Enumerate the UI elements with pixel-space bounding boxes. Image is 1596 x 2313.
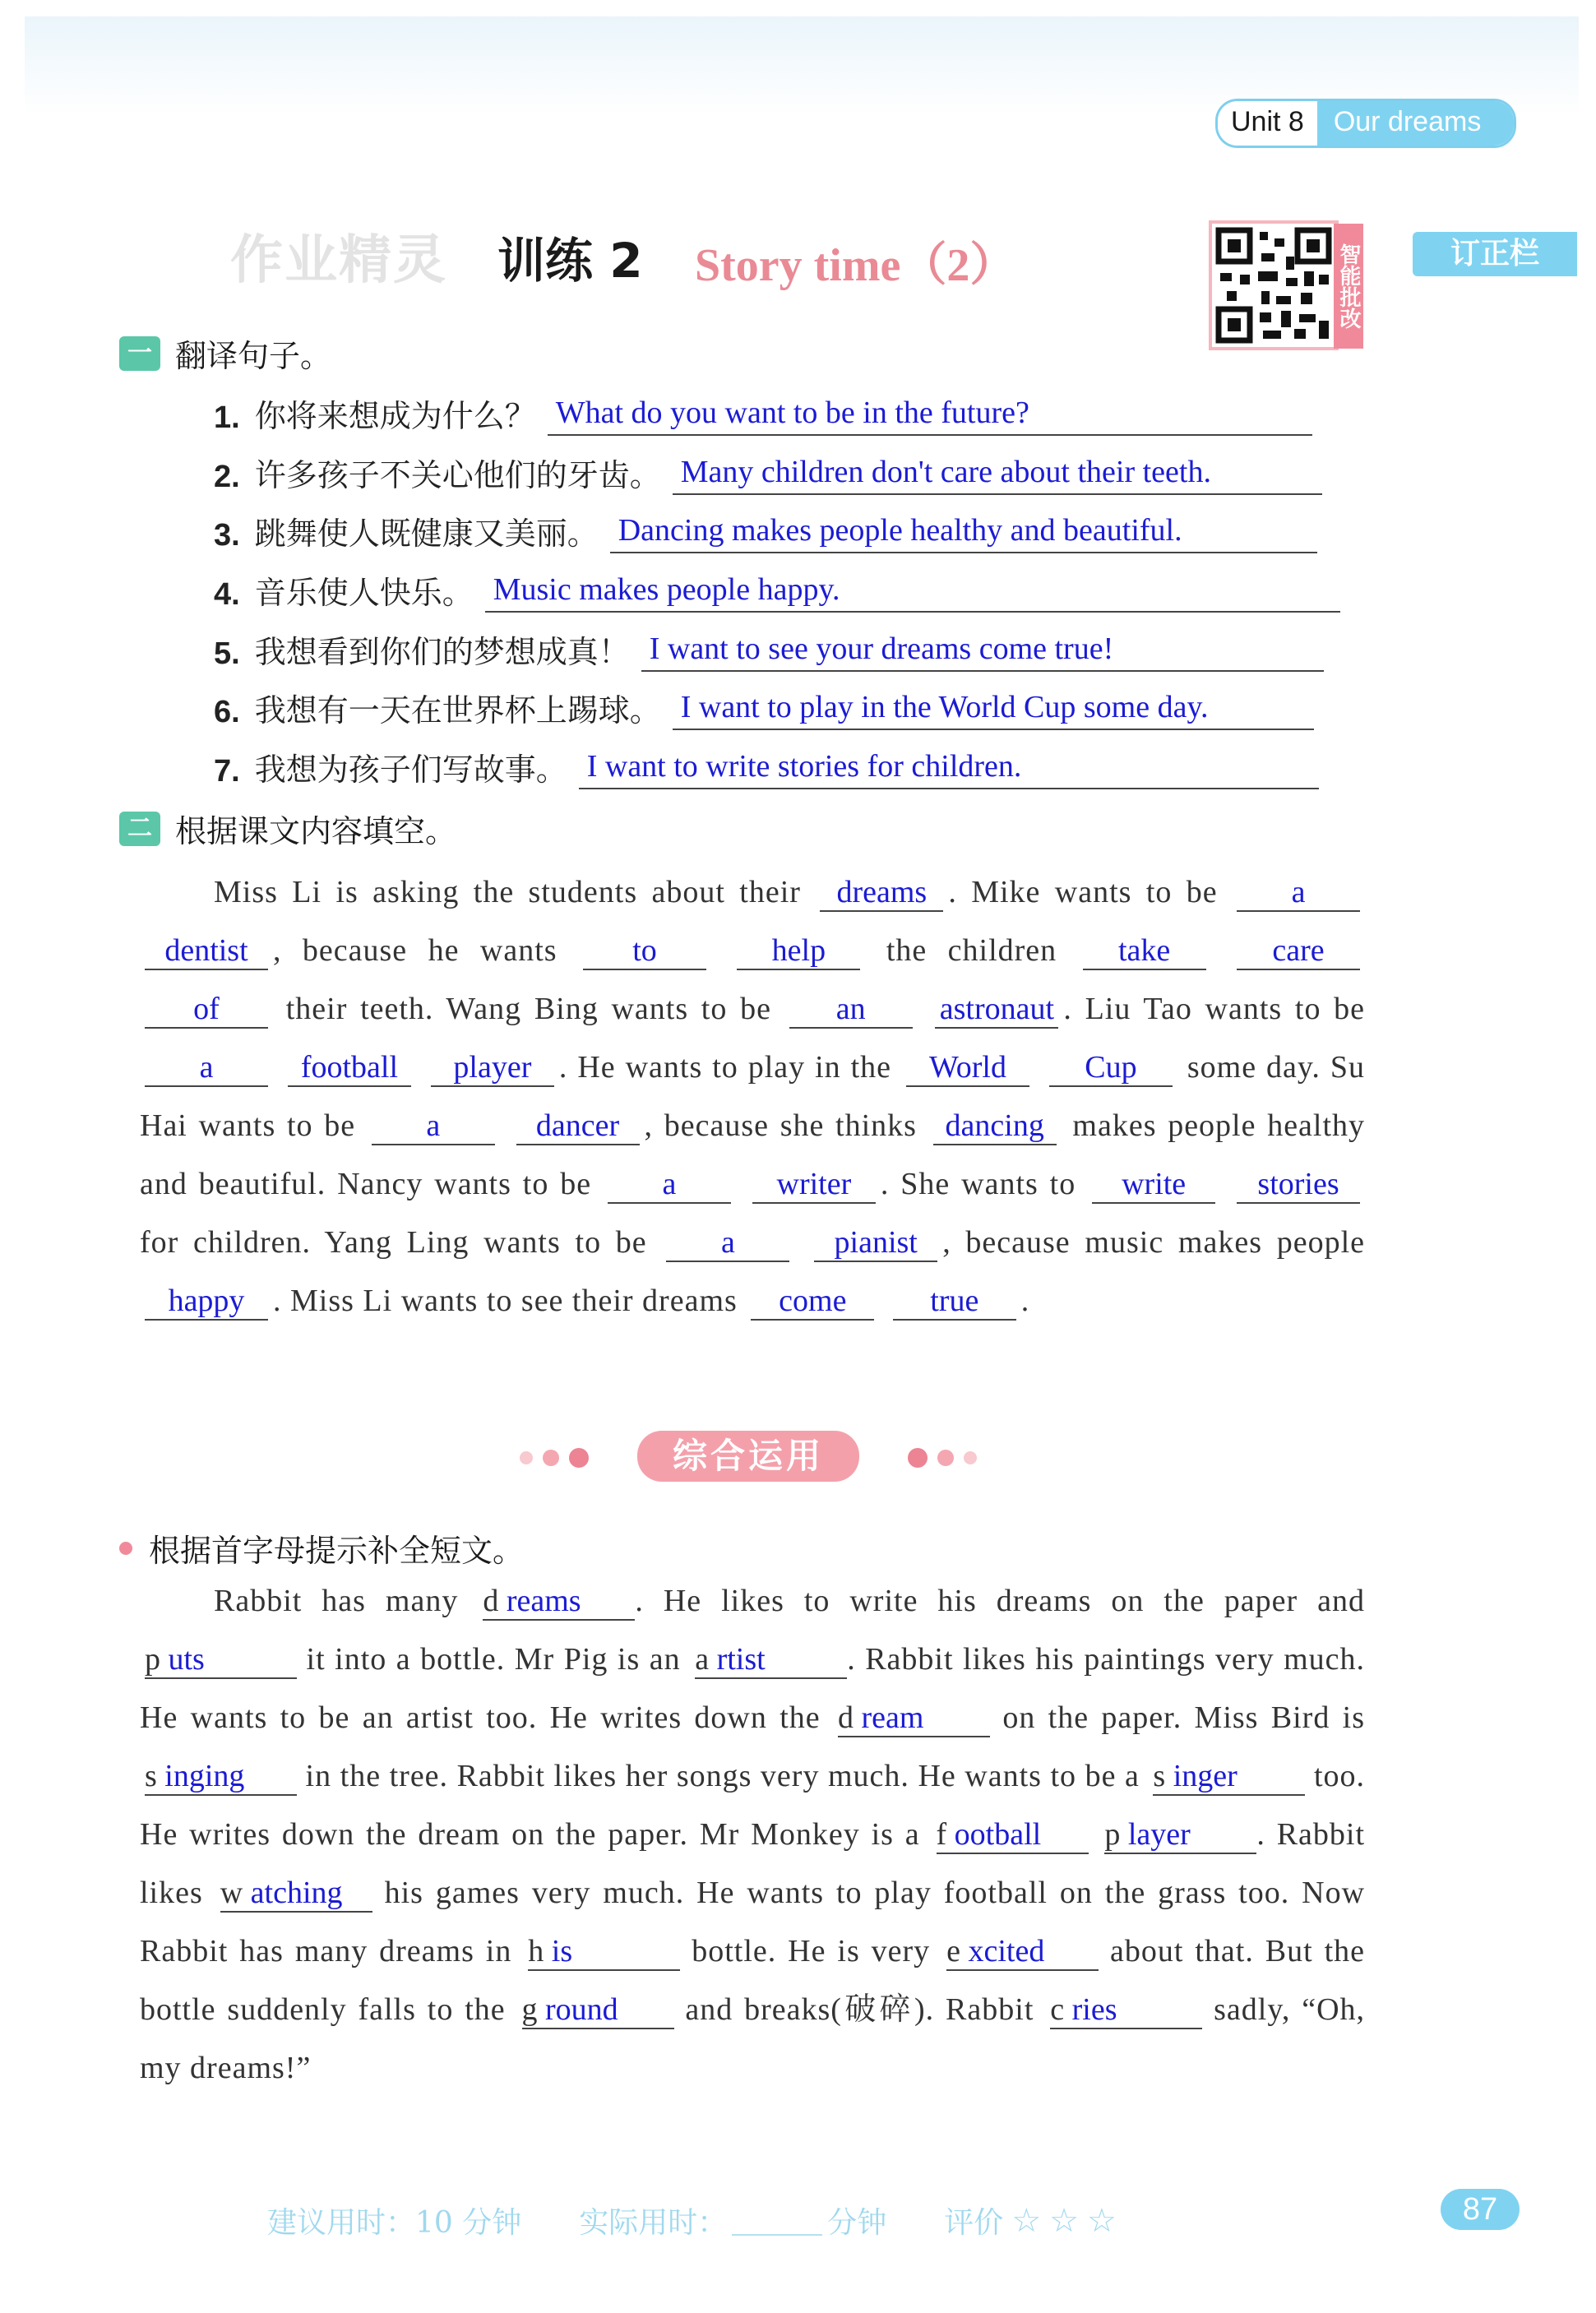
blank-answer[interactable]: to [583,932,706,970]
item-number: 5. [214,636,240,671]
passage-text: Rabbit has many [214,1584,459,1618]
section-1-title: 翻译句子。 [175,338,332,374]
passage-text: some day. Su Hai wants to be [140,1050,1366,1143]
blank-answer[interactable]: pianist [814,1224,937,1262]
star-icon[interactable]: ☆ [1049,2201,1080,2240]
passage-text: in the tree. Rabbit likes her songs very much. He wants to be a [305,1759,1140,1793]
blank-answer[interactable]: a [666,1224,789,1262]
blank-answer[interactable]: dentist [145,932,268,970]
passage-text: , because she thinks [644,1108,917,1143]
suggested-time: 建议用时：10 分钟 [267,2206,522,2240]
passage-text: , because music makes people [942,1225,1366,1260]
blank-answer[interactable]: player [431,1049,554,1087]
first-letter-passage [140,1572,1365,2098]
item-number: 2. [214,460,240,494]
item-number: 7. [214,754,240,789]
letter-blank[interactable]: s inging [145,1758,297,1796]
workbook-page [25,16,1579,2294]
item-chinese: 我想为孩子们写故事。 [254,752,567,788]
blank-answer[interactable]: writer [752,1166,876,1204]
blank-answer[interactable]: help [737,932,860,970]
blank-answer[interactable]: come [751,1283,874,1321]
blank-answer[interactable]: dancer [516,1108,640,1145]
blank-answer[interactable]: a [372,1108,495,1145]
item-answer[interactable]: What do you want to be in the future? [548,395,1312,436]
passage-text: his games very much. He wants to play football on the grass too. Now Rabbit has many dreams in [140,1876,1366,1968]
item-chinese: 音乐使人快乐。 [254,575,474,611]
passage-text: . Rabbit likes [140,1817,1366,1910]
item-answer[interactable]: I want to play in the World Cup some day. [673,689,1314,730]
item-chinese: 跳舞使人既健康又美丽。 [254,516,599,552]
blank-answer[interactable]: an [789,991,913,1029]
item-answer[interactable]: Dancing makes people healthy and beautiful. [610,512,1317,553]
letter-blank[interactable]: h is [528,1933,680,1971]
section-2-badge: 二 [119,812,160,846]
passage-text: too. He writes down the dream on the paper. Mr Monkey is a [140,1759,1366,1852]
item-answer[interactable]: I want to see your dreams come true! [641,631,1324,672]
actual-time-field[interactable] [732,2206,822,2236]
letter-blank[interactable]: f ootball [937,1816,1089,1854]
item-number: 1. [214,400,240,435]
letter-blank[interactable]: c ries [1050,1991,1202,2029]
item-number: 4. [214,577,240,612]
blank-answer[interactable]: write [1092,1166,1215,1204]
blank-answer[interactable]: Cup [1049,1049,1173,1087]
section-2-heading [119,806,456,851]
passage-text: sadly, “Oh, my dreams!” [140,1992,1366,2085]
letter-blank[interactable]: d ream [838,1700,990,1737]
blank-answer[interactable]: true [893,1283,1016,1321]
blank-answer[interactable]: care [1237,932,1360,970]
fill-in-passage [140,863,1365,1330]
correction-column-tag: 订正栏 [1413,232,1577,276]
letter-blank[interactable]: p uts [145,1641,297,1679]
passage-text: for children. Yang Ling wants to be [140,1225,647,1260]
section-1-heading [119,331,331,376]
blank-answer[interactable]: World [906,1049,1029,1087]
passage-text: . Mike wants to be [948,875,1218,909]
passage-text: Miss Li is asking the students about their [214,875,801,909]
passage-text: . Miss Li wants to see their dreams [273,1284,738,1318]
passage-text: and breaks(破碎). Rabbit [685,1992,1034,2027]
translation-item-6 [214,685,1314,730]
blank-answer[interactable]: take [1083,932,1206,970]
lesson-title: 训练 2 [497,233,643,289]
passage-text: . She wants to [880,1167,1076,1201]
passage-text: bottle. He is very [692,1934,931,1968]
star-icon[interactable]: ☆ [1011,2201,1042,2240]
time-footer [267,2200,1117,2241]
item-chinese: 我想有一天在世界杯上踢球。 [254,692,661,729]
item-number: 6. [214,695,240,729]
translation-item-3 [214,508,1317,553]
passage-text: it into a bottle. Mr Pig is an [306,1642,681,1677]
section-1-badge: 一 [119,336,160,371]
translation-item-1 [214,391,1312,436]
passage-text: the children [886,933,1057,968]
item-answer[interactable]: Many children don't care about their teeth. [673,454,1322,495]
actual-time-label: 实际用时： [579,2206,728,2240]
translation-item-4 [214,567,1340,613]
item-answer[interactable]: Music makes people happy. [485,571,1340,613]
item-chinese: 我想看到你们的梦想成真！ [254,634,630,670]
logo-watermark: 作业精灵 [230,230,447,291]
minutes-label: 分钟 [827,2206,887,2240]
unit-title: Our dreams [1317,101,1515,146]
blank-answer[interactable]: a [608,1166,731,1204]
blank-answer[interactable]: dancing [933,1108,1057,1145]
smart-grading-tag: 智能批改 [1334,224,1363,349]
bullet-icon [119,1542,132,1555]
unit-header [1215,99,1516,148]
letter-blank[interactable]: w atching [220,1875,372,1913]
translation-item-2 [214,450,1322,495]
section-3-title: 根据首字母提示补全短文。 [149,1533,525,1569]
item-chinese: 许多孩子不关心他们的牙齿。 [254,457,661,493]
section-2-title: 根据课文内容填空。 [175,813,457,849]
item-chinese: 你将来想成为什么？ [254,398,536,434]
passage-text: . Rabbit likes his paintings very much. He wants to be an artist too. He writes down the [140,1642,1366,1735]
blank-answer[interactable]: astronaut [935,991,1058,1029]
qr-code-icon[interactable] [1209,220,1339,350]
section-3-heading [119,1525,524,1571]
translation-item-7 [214,744,1319,789]
item-answer[interactable]: I want to write stories for children. [579,748,1319,789]
passage-text: . [1020,1284,1030,1318]
passage-text: . He likes to write his dreams on the paper and [635,1584,1366,1618]
blank-answer[interactable]: a [1237,874,1360,912]
unit-label: Unit 8 [1218,101,1317,146]
letter-blank[interactable]: e xcited [946,1933,1099,1971]
passage-text: . Liu Tao wants to be [1063,992,1366,1026]
passage-text: on the paper. Miss Bird is [1002,1700,1366,1735]
blank-answer[interactable]: football [288,1049,411,1087]
letter-blank[interactable]: p layer [1104,1816,1256,1854]
letter-blank[interactable]: s inger [1153,1758,1305,1796]
passage-text: . He wants to play in the [558,1050,892,1085]
item-number: 3. [214,518,240,553]
passage-text: their teeth. Wang Bing wants to be [285,992,771,1026]
page-number: 87 [1441,2189,1520,2230]
letter-blank[interactable]: g round [522,1991,674,2029]
blank-answer[interactable]: of [145,991,268,1029]
blank-answer[interactable]: happy [145,1283,268,1321]
letter-blank[interactable]: a rtist [695,1641,847,1679]
passage-text: makes people healthy and beautiful. Nancy wants to be [140,1108,1366,1201]
passage-text: , because he wants [273,933,557,968]
letter-blank[interactable]: d reams [483,1583,635,1621]
rating-label: 评价 [944,2206,1004,2240]
passage-text: about that. But the bottle suddenly falls to the [140,1934,1366,2027]
blank-answer[interactable]: a [145,1049,268,1087]
lesson-subtitle: Story time（2） [695,240,1016,291]
blank-answer[interactable]: dreams [820,874,943,912]
translation-item-5 [214,627,1324,672]
integrated-use-label: 综合运用 [637,1431,859,1482]
blank-answer[interactable]: stories [1237,1166,1360,1204]
star-icon[interactable]: ☆ [1087,2201,1117,2240]
